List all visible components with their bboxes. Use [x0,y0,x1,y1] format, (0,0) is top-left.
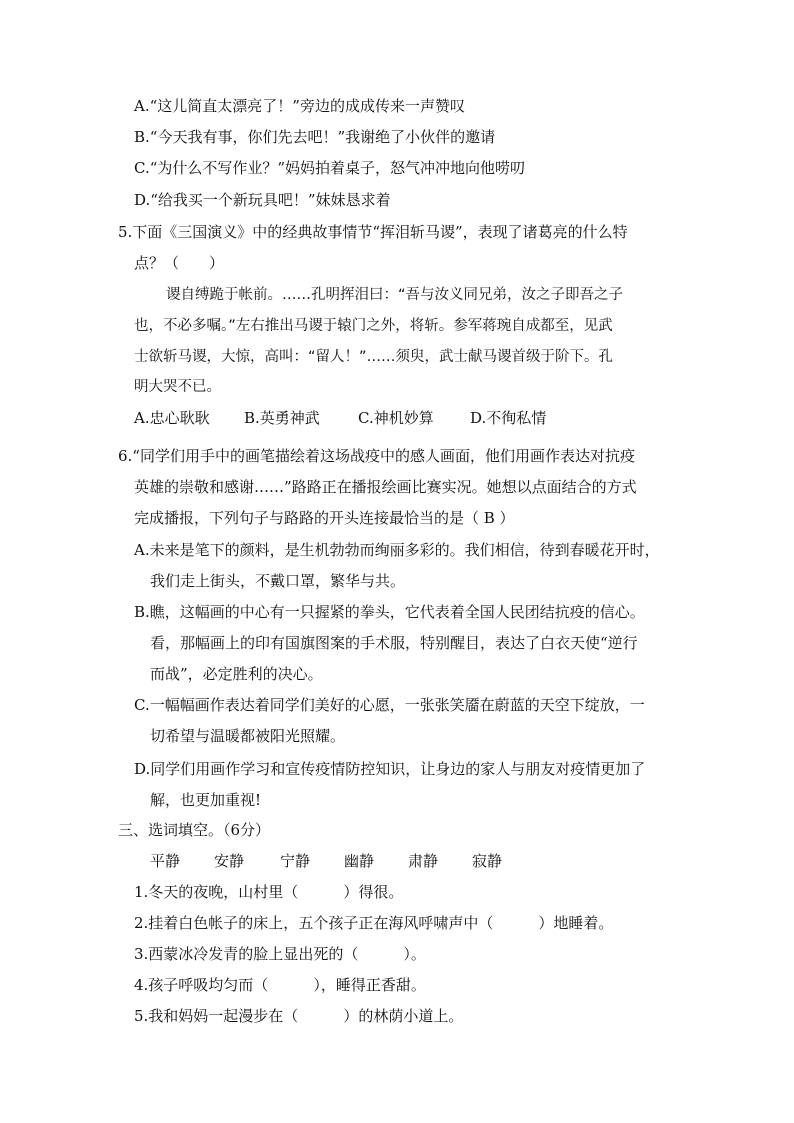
q5-stem-line2: 点？（ ） [134,254,225,272]
q6-option-a-line2: 我们走上街头，不戴口罩，繁华与共。 [150,572,406,590]
q6-option-b-line1: B.瞧，这幅画的中心有一只握紧的拳头，它代表着全国人民团结抗疫的信心。 [134,603,645,621]
fill-item-5: 5.我和妈妈一起漫步在（ ）的林荫小道上。 [134,1007,464,1025]
fill-item-1: 1.冬天的夜晚，山村里（ ）得很。 [134,883,404,901]
q5-passage-line: 明大哭不已。 [134,379,221,395]
fill-item-3: 3.西蒙冰冷发青的脸上显出死的（ ）。 [134,945,426,963]
word-choice: 平静 [150,852,181,870]
q5-passage-line: 也，不必多嘱。”左右推出马谡于辕门之外，将斩。参军蒋琬自成都至，见武 [134,318,613,334]
fill-item-4: 4.孩子呼吸均匀而（ ），睡得正香甜。 [134,976,426,994]
q6-option-c-line1: C.一幅幅画作表达着同学们美好的心愿，一张张笑靥在蔚蓝的天空下绽放，一 [134,696,645,714]
q5-option-b: B.英勇神武 [244,409,320,427]
q6-option-a-line1: A.未来是笔下的颜料，是生机勃勃而绚丽多彩的。我们相信，待到春暖花开时， [134,541,660,559]
q5-option-c: C.神机妙算 [358,409,434,427]
section3-heading: 三、选词填空。（6分） [118,821,271,839]
q6-option-c-line2: 切希望与温暖都被阳光照耀。 [150,727,346,745]
q4-option-a: A.“这儿简直太漂亮了！”旁边的成成传来一声赞叹 [134,97,465,115]
word-choice: 宁静 [280,852,311,870]
q6-stem-line: 完成播报，下列句子与路路的开头连接最恰当的是（ B ） [134,509,515,527]
q5-passage-line: 谡自缚跪于帐前。……孔明挥泪曰：“吾与汝义同兄弟，汝之子即吾之子 [166,287,624,303]
q6-option-b-line2: 看，那幅画上的印有国旗图案的手术服，特别醒目，表达了白衣天使“逆行 [150,634,638,652]
q5-option-d: D.不徇私情 [470,409,547,427]
q5-stem-line1: 5.下面《三国演义》中的经典故事情节“挥泪斩马谡”，表现了诸葛亮的什么特 [118,223,628,241]
q4-option-b: B.“今天我有事，你们先去吧！”我谢绝了小伙伴的邀请 [134,128,496,146]
q4-option-d: D.“给我买一个新玩具吧！”妹妹恳求着 [134,191,391,209]
q6-option-b-line3: 而战”，必定胜利的决心。 [150,665,323,683]
q4-option-c: C.“为什么不写作业？”妈妈拍着桌子，怒气冲冲地向他唠叨 [134,159,526,177]
word-choice: 幽静 [344,852,375,870]
word-choice: 安静 [214,852,245,870]
q6-stem-line: 6.“同学们用手中的画笔描绘着这场战疫中的感人画面，他们用画作表达对抗疫 [118,447,635,465]
fill-item-2: 2.挂着白色帐子的床上，五个孩子正在海风呼啸声中（ ）地睡着。 [134,914,614,932]
q6-option-d-line1: D.同学们用画作学习和宣传疫情防控知识，让身边的家人与朋友对疫情更加了 [134,760,646,778]
word-choice: 肃静 [408,852,439,870]
q5-passage-line: 士欲斩马谡，大惊，高叫：“留人！”……须臾，武士献马谡首级于阶下。孔 [134,349,614,365]
q5-option-a: A.忠心耿耿 [134,409,210,427]
q6-stem-line: 英雄的崇敬和感谢……”路路正在播报绘画比赛实况。她想以点面结合的方式 [134,478,637,496]
q6-option-d-line2: 解，也更加重视! [150,791,262,809]
word-choice: 寂静 [472,852,503,870]
